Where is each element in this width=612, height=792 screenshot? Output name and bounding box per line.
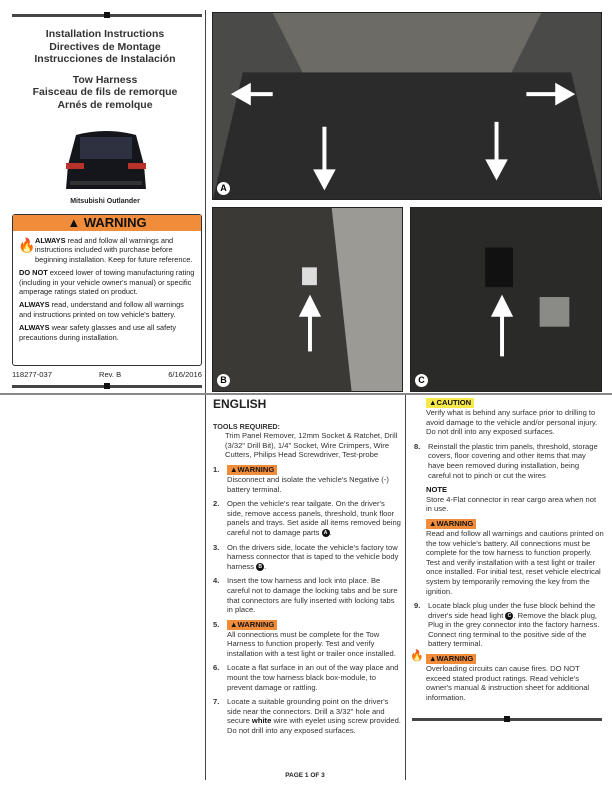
step-9: 9. Locate black plug under the fuse block behind the driver's side head light C . Remove the black plug, Plug in the grey connector into the factory harness. Connect ring terminal to the positive side of the battery terminal.: [414, 601, 600, 649]
ref-b-icon: B: [256, 563, 264, 571]
tools-label: TOOLS REQUIRED:: [213, 421, 280, 431]
warning-para: DO NOT exceed lower of towing manufacturing rating (including in your vehicle owner's manual) or specific amperage ratings stated on product.: [19, 268, 195, 297]
ref-a-icon: A: [322, 529, 330, 537]
photo-c: [410, 207, 602, 392]
step-8: 8. Reinstall the plastic trim panels, threshold, storage covers, floor covering and other items that may have been removed during installation, being careful not to pinch or cut the wires: [414, 441, 598, 480]
date: 6/16/2016: [168, 370, 202, 379]
tools-list: Trim Panel Remover, 12mm Socket & Ratchet, Drill (3/32" Drill Bit), 1/4" Socket, Wire Crimpers, Wire Cutters, Philips Head Screwdriver, Test-probe: [225, 431, 398, 460]
revision: Rev. B: [98, 370, 122, 379]
product-es: Arnés de remolque: [57, 98, 153, 111]
divider: [0, 393, 612, 395]
top-rule: [12, 14, 202, 17]
step-5: 5. ▲WARNING All connections must be complete for the Tow Harness to function properly. Test and verify installation with a test light or trailer once installed.: [213, 619, 396, 658]
note-label: NOTE: [426, 485, 448, 495]
warning-text: Read and follow all warnings and cautions printed on the tow vehicle's battery. All connections must be complete for the tow harness to function properly. Test and verify installation with a test light or trailer once installed. For initial test, reset vehicle electrical system by temporarily removing the key from the ignition.: [426, 528, 604, 596]
vehicle-image: [62, 125, 150, 195]
warning-box: [12, 214, 202, 366]
page-number: PAGE 1 OF 3: [285, 772, 325, 779]
title-en: Installation Instructions: [45, 28, 165, 40]
warning-tag: ▲WARNING: [227, 620, 277, 630]
photo-label: A: [217, 182, 230, 195]
warning-text: Overloading circuits can cause fires. DO NOT exceed stated product ratings. Read vehicle's owner's manual & instruction sheet for additional information.: [426, 664, 590, 702]
warning-para: ALWAYS read and follow all warnings and instructions included with purchase before beginning installation. Keep for future reference.: [35, 236, 193, 264]
step-4: 4. Insert the tow harness and lock into place. Be careful not to damage the locking tabs and be sure that connectors are fully inserted with locking tabs in place.: [213, 576, 398, 615]
warning-para: ALWAYS wear safety glasses and use all safety precautions during installation.: [19, 323, 177, 342]
vehicle-caption: Mitsubishi Outlander: [70, 198, 140, 205]
warning-tag: ▲WARNING: [426, 519, 476, 529]
warning-para: ALWAYS read, understand and follow all warnings and instructions printed on tow vehicle's battery.: [19, 300, 184, 319]
title-es: Instrucciones de Instalación: [34, 53, 176, 65]
warning-tag: ▲WARNING: [227, 465, 277, 475]
doc-titles: [0, 28, 210, 111]
step-7: 7. Locate a suitable grounding point on the driver's side near the connectors. Drill a 3/32" hole and secure white wire with eyelet using screw provided. Do not drill into any exposed surfaces.: [213, 697, 401, 736]
rule: [412, 718, 602, 721]
doc-footer: [12, 370, 202, 379]
fire-icon: 🔥: [18, 237, 36, 253]
photo-label: C: [415, 374, 428, 387]
step-2: 2. Open the vehicle's rear tailgate. On the driver's side, remove access panels, threshold, trunk floor panels and trays. Set aside all items removed being careful not to damage parts A .: [213, 499, 401, 537]
language-heading: ENGLISH: [213, 397, 267, 411]
part-number: 118277-037: [12, 370, 52, 379]
product-en: Tow Harness: [72, 73, 138, 86]
title-fr: Directives de Montage: [49, 40, 161, 53]
photo-a: [212, 12, 602, 200]
warning-tag: ▲WARNING: [426, 654, 476, 664]
step-3: 3. On the drivers side, locate the vehicle's factory tow harness connector that is taped to the vehicle body harness B .: [213, 542, 399, 571]
note-text: Store 4-Flat connector in rear cargo area when not in use.: [426, 494, 597, 514]
step-6: 6. Locate a flat surface in an out of the way place and mount the tow harness black box-module, to prevent damage or rattling.: [213, 663, 399, 692]
instructions-col-1: [213, 397, 401, 741]
caution-text: Verify what is behind any surface prior to drilling to avoid damage to the vehicle and/or personal injury. Do not drill into any exposed surfaces.: [426, 408, 598, 437]
warning-header: ▲ WARNING: [13, 215, 201, 231]
photo-label: B: [217, 374, 230, 387]
instructions-col-2: [410, 398, 604, 702]
rule: [12, 385, 202, 388]
fire-icon: 🔥: [410, 650, 424, 663]
step-1: 1. ▲WARNING Disconnect and isolate the vehicle's Negative (-) battery terminal.: [213, 464, 389, 494]
caution-tag: ▲CAUTION: [426, 398, 474, 408]
product-fr: Faisceau de fils de remorque: [32, 86, 178, 98]
ref-c-icon: C: [505, 612, 513, 620]
photo-b: [212, 207, 403, 392]
